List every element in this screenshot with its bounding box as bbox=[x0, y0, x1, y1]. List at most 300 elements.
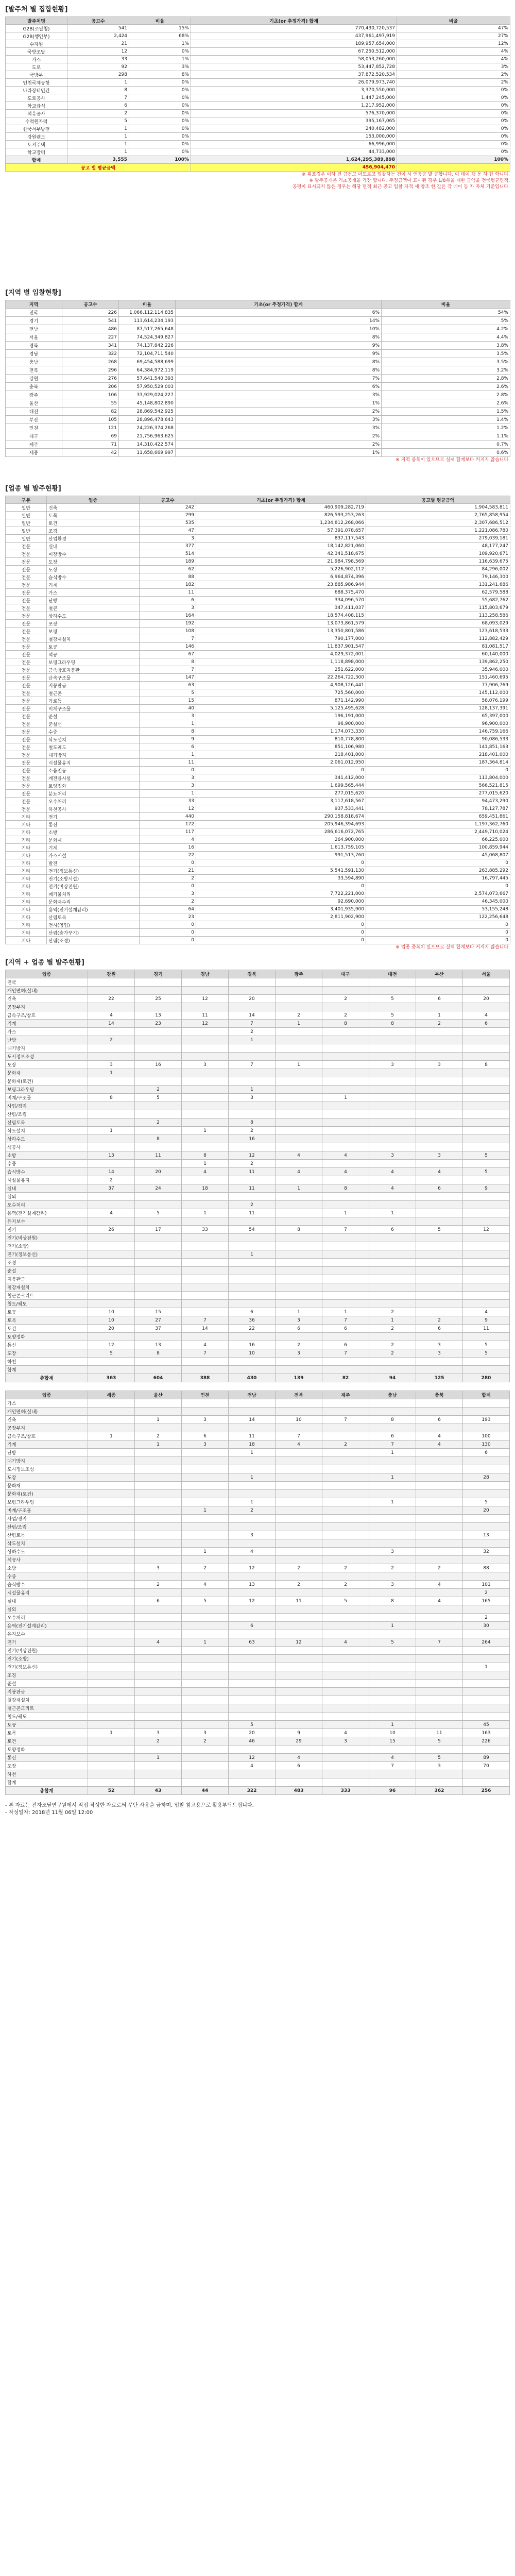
table-cell: 통신 bbox=[6, 1341, 88, 1349]
table-cell: 전문 bbox=[6, 697, 47, 705]
table-cell bbox=[182, 1086, 229, 1094]
table-row bbox=[6, 1680, 510, 1688]
table-row bbox=[6, 929, 510, 937]
table-row bbox=[6, 1663, 510, 1671]
table-cell bbox=[369, 1539, 416, 1548]
table-cell: 5 bbox=[322, 1597, 369, 1605]
table-cell bbox=[369, 1102, 416, 1110]
table-cell bbox=[322, 1176, 369, 1184]
table-cell: 7 bbox=[140, 635, 196, 643]
table-cell: 인천 bbox=[6, 424, 62, 432]
table-cell bbox=[276, 1713, 322, 1721]
table-cell bbox=[182, 978, 229, 987]
table-cell bbox=[322, 1523, 369, 1531]
table-cell: 12 bbox=[67, 48, 129, 56]
table-cell bbox=[88, 1292, 135, 1300]
table-cell: 3 bbox=[369, 1061, 416, 1069]
table-cell: 88 bbox=[463, 1564, 510, 1572]
table-cell: 2 bbox=[276, 1581, 322, 1589]
table-row bbox=[6, 1094, 510, 1102]
table-cell bbox=[276, 1539, 322, 1548]
table-cell: 12 bbox=[140, 805, 196, 813]
table-row bbox=[6, 666, 510, 674]
table-cell: 13,350,801,586 bbox=[196, 628, 366, 635]
table-cell: 27 bbox=[135, 1316, 182, 1325]
table-cell bbox=[276, 1053, 322, 1061]
table-cell bbox=[135, 978, 182, 987]
table-cell bbox=[463, 1044, 510, 1053]
table-cell bbox=[135, 1531, 182, 1539]
table-cell: 25 bbox=[135, 995, 182, 1003]
table-cell: 541 bbox=[62, 317, 119, 325]
table-cell bbox=[276, 1614, 322, 1622]
table-cell: 조경 bbox=[6, 1671, 88, 1680]
table-cell: 전문 bbox=[6, 597, 47, 604]
table-row bbox=[6, 1176, 510, 1184]
table-cell: 공고 별 평균금액 bbox=[6, 164, 191, 172]
table-cell bbox=[276, 1655, 322, 1663]
table-cell: 전문 bbox=[6, 682, 47, 689]
table-cell bbox=[276, 1745, 322, 1754]
table-cell bbox=[182, 1539, 229, 1548]
table-cell bbox=[416, 1176, 463, 1184]
table-cell: 6% bbox=[176, 309, 382, 317]
table-cell: 87,517,265,648 bbox=[119, 325, 176, 333]
table-cell: 소음진동 bbox=[47, 767, 140, 774]
table-row bbox=[6, 713, 510, 720]
table-cell bbox=[276, 1110, 322, 1118]
table-cell bbox=[322, 1465, 369, 1473]
table-cell bbox=[88, 1671, 135, 1680]
table-cell bbox=[182, 1473, 229, 1482]
table-cell: 수자원 bbox=[6, 40, 67, 48]
table-cell: 0% bbox=[397, 133, 510, 141]
table-cell bbox=[88, 1597, 135, 1605]
table-cell bbox=[322, 1003, 369, 1011]
table-cell: 8% bbox=[129, 71, 191, 79]
table-cell: 0% bbox=[129, 141, 191, 148]
table-cell bbox=[88, 1638, 135, 1647]
table-cell: 23 bbox=[135, 1020, 182, 1028]
table-cell bbox=[463, 1217, 510, 1226]
table-cell bbox=[88, 1630, 135, 1638]
table-cell bbox=[182, 1053, 229, 1061]
table-cell: 187,364,814 bbox=[366, 759, 510, 767]
table-cell: 42,341,518,675 bbox=[196, 550, 366, 558]
region-industry-table-2 bbox=[5, 1391, 510, 1795]
table-cell: 1 bbox=[67, 148, 129, 156]
table-cell: 62,579,588 bbox=[366, 589, 510, 597]
table-cell: 68,093,029 bbox=[366, 620, 510, 628]
table-cell: 341,412,000 bbox=[196, 774, 366, 782]
table-cell bbox=[229, 1003, 276, 1011]
table-cell bbox=[369, 1671, 416, 1680]
table-row bbox=[6, 759, 510, 767]
table-row bbox=[6, 449, 510, 457]
table-cell: 5 bbox=[67, 117, 129, 125]
table-cell: 3,370,550,000 bbox=[191, 87, 397, 94]
table-cell: 금속구조/창호 bbox=[6, 1011, 88, 1020]
table-cell: 347,411,037 bbox=[196, 604, 366, 612]
table-cell bbox=[135, 1614, 182, 1622]
table-cell: 3.5% bbox=[382, 350, 510, 358]
table-cell bbox=[88, 1754, 135, 1762]
table-cell: 경기 bbox=[135, 970, 182, 978]
table-cell bbox=[322, 1399, 369, 1408]
table-cell: 7 bbox=[322, 1226, 369, 1234]
table-cell: 12 bbox=[229, 1597, 276, 1605]
table-cell bbox=[369, 1589, 416, 1597]
table-cell bbox=[182, 1036, 229, 1044]
table-cell: 57,950,529,003 bbox=[119, 383, 176, 391]
table-cell: 2 bbox=[369, 1325, 416, 1333]
table-cell bbox=[416, 1209, 463, 1217]
table-row bbox=[6, 1647, 510, 1655]
table-cell bbox=[182, 1234, 229, 1242]
table-cell bbox=[463, 1234, 510, 1242]
table-cell: 6 bbox=[416, 1416, 463, 1424]
table-cell bbox=[276, 1358, 322, 1366]
table-cell: 비계/구조물 bbox=[6, 1506, 88, 1515]
table-cell: 2 bbox=[369, 1349, 416, 1358]
table-cell bbox=[88, 1721, 135, 1729]
table-cell bbox=[88, 1275, 135, 1283]
table-cell: 1 bbox=[88, 1127, 135, 1135]
table-cell: 4.4% bbox=[382, 333, 510, 342]
section-industry bbox=[5, 484, 510, 951]
table-cell bbox=[416, 1292, 463, 1300]
table-cell: 1 bbox=[322, 1094, 369, 1102]
table-row bbox=[6, 1325, 510, 1333]
table-cell bbox=[182, 1250, 229, 1259]
table-cell bbox=[322, 1556, 369, 1564]
table-cell bbox=[322, 1762, 369, 1770]
table-cell bbox=[416, 1094, 463, 1102]
table-cell bbox=[416, 1622, 463, 1630]
table-cell bbox=[369, 1490, 416, 1498]
table-cell: 264,900,000 bbox=[196, 836, 366, 844]
table-cell bbox=[135, 1408, 182, 1416]
table-cell bbox=[322, 1630, 369, 1638]
table-cell: 688,375,470 bbox=[196, 589, 366, 597]
table-cell: 68% bbox=[129, 32, 191, 40]
table-cell: 1,234,812,268,066 bbox=[196, 519, 366, 527]
table-cell: 4 bbox=[322, 1729, 369, 1737]
table-cell: 1 bbox=[229, 1250, 276, 1259]
average-row bbox=[6, 164, 510, 172]
table-cell: 3 bbox=[276, 1349, 322, 1358]
table-cell bbox=[416, 1242, 463, 1250]
table-cell: 전문 bbox=[6, 790, 47, 798]
table-cell: 334,096,570 bbox=[196, 597, 366, 604]
table-cell bbox=[135, 1160, 182, 1168]
table-cell: 용역(전기설계감리) bbox=[6, 1622, 88, 1630]
table-row bbox=[6, 573, 510, 581]
table-cell: 0 bbox=[366, 937, 510, 944]
table-cell bbox=[322, 1688, 369, 1696]
table-cell bbox=[322, 1102, 369, 1110]
table-cell: 6,964,874,396 bbox=[196, 573, 366, 581]
table-row bbox=[6, 1531, 510, 1539]
table-cell: 1,197,362,760 bbox=[366, 821, 510, 828]
table-cell bbox=[416, 1498, 463, 1506]
table-cell: 851,106,980 bbox=[196, 743, 366, 751]
table-cell: 토양정화 bbox=[6, 1745, 88, 1754]
table-cell: 2 bbox=[322, 995, 369, 1003]
table-cell: 3 bbox=[416, 1349, 463, 1358]
table-cell: G2B(조달청) bbox=[6, 25, 67, 32]
table-cell: 26,079,973,740 bbox=[191, 79, 397, 87]
table-cell bbox=[416, 1143, 463, 1151]
table-cell bbox=[416, 1556, 463, 1564]
table-cell bbox=[229, 978, 276, 987]
table-cell bbox=[276, 1250, 322, 1259]
table-cell bbox=[229, 1242, 276, 1250]
table-cell bbox=[463, 1399, 510, 1408]
table-row bbox=[6, 875, 510, 883]
table-cell bbox=[463, 1209, 510, 1217]
table-cell: 218,401,000 bbox=[196, 751, 366, 759]
table-cell: 2 bbox=[276, 1341, 322, 1349]
table-cell: 74,524,349,827 bbox=[119, 333, 176, 342]
table-cell: 건축 bbox=[47, 504, 140, 512]
table-cell: 12% bbox=[397, 40, 510, 48]
table-cell: 251,622,000 bbox=[196, 666, 366, 674]
table-cell bbox=[276, 1028, 322, 1036]
table-cell: 2,811,902,900 bbox=[196, 913, 366, 921]
table-row bbox=[6, 1300, 510, 1308]
table-cell bbox=[322, 1696, 369, 1704]
table-cell: 11 bbox=[276, 1597, 322, 1605]
table-cell: 3 bbox=[416, 1762, 463, 1770]
table-row bbox=[6, 1630, 510, 1638]
table-cell: 기계 bbox=[6, 1020, 88, 1028]
table-row bbox=[6, 859, 510, 867]
table-cell bbox=[463, 1515, 510, 1523]
table-cell bbox=[463, 1770, 510, 1778]
table-cell: 48,177,247 bbox=[366, 543, 510, 550]
table-cell: 전시(영업) bbox=[47, 921, 140, 929]
table-cell: 937,533,441 bbox=[196, 805, 366, 813]
table-row bbox=[6, 1539, 510, 1548]
table-cell: 전문 bbox=[6, 643, 47, 651]
table-cell: 개인면허(실내) bbox=[6, 987, 88, 995]
table-cell: 산림(조경) bbox=[47, 937, 140, 944]
table-cell bbox=[416, 1193, 463, 1201]
table-cell bbox=[88, 1539, 135, 1548]
table-cell: 철도궤도 bbox=[47, 743, 140, 751]
table-cell bbox=[322, 1267, 369, 1275]
table-cell bbox=[463, 1077, 510, 1086]
table-cell bbox=[88, 1745, 135, 1754]
table-cell: 준설 bbox=[47, 713, 140, 720]
table-cell: 울산 bbox=[135, 1391, 182, 1399]
table-cell: 0% bbox=[129, 79, 191, 87]
table-cell bbox=[463, 1242, 510, 1250]
table-cell: 871,142,990 bbox=[196, 697, 366, 705]
table-cell: 1 bbox=[182, 1209, 229, 1217]
table-cell: 264 bbox=[463, 1638, 510, 1647]
table-row bbox=[6, 1506, 510, 1515]
table-row bbox=[6, 1572, 510, 1581]
table-cell: 32 bbox=[463, 1548, 510, 1556]
table-cell: 6 bbox=[463, 1449, 510, 1457]
table-cell: 0 bbox=[140, 859, 196, 867]
table-row bbox=[6, 1110, 510, 1118]
table-cell: 3 bbox=[182, 1416, 229, 1424]
table-cell: 2 bbox=[140, 898, 196, 906]
table-cell: 20 bbox=[229, 1729, 276, 1737]
table-cell: 3.2% bbox=[382, 366, 510, 375]
table-cell: 9 bbox=[463, 1184, 510, 1193]
table-cell: 수중 bbox=[6, 1572, 88, 1581]
table-cell: 0 bbox=[196, 767, 366, 774]
orderer-table bbox=[5, 16, 510, 172]
table-cell bbox=[182, 1102, 229, 1110]
table-cell: 0 bbox=[140, 921, 196, 929]
table-row bbox=[6, 581, 510, 589]
table-cell bbox=[135, 1655, 182, 1663]
table-cell: 7 bbox=[182, 1316, 229, 1325]
table-cell bbox=[229, 1605, 276, 1614]
table-cell bbox=[88, 1135, 135, 1143]
table-cell: 139 bbox=[276, 1374, 322, 1382]
table-cell: 준설선 bbox=[47, 720, 140, 728]
table-cell: 116,639,675 bbox=[366, 558, 510, 566]
table-cell bbox=[229, 1267, 276, 1275]
table-cell: 1,624,295,389,898 bbox=[191, 156, 397, 164]
table-row bbox=[6, 79, 510, 87]
table-cell bbox=[369, 1680, 416, 1688]
table-cell: 0% bbox=[397, 141, 510, 148]
table-cell: 석공사 bbox=[6, 1556, 88, 1564]
table-cell: 유지보수 bbox=[6, 1630, 88, 1638]
table-cell: 대기방지 bbox=[6, 1457, 88, 1465]
table-row bbox=[6, 1490, 510, 1498]
table-cell bbox=[229, 1053, 276, 1061]
table-cell: 991,513,760 bbox=[196, 852, 366, 859]
table-cell: 산림토목 bbox=[6, 1531, 88, 1539]
table-cell bbox=[229, 1713, 276, 1721]
table-row bbox=[6, 558, 510, 566]
table-cell: 1,221,086,780 bbox=[366, 527, 510, 535]
table-cell: 보링 bbox=[47, 628, 140, 635]
table-cell: 포장 bbox=[6, 1349, 88, 1358]
table-cell: 기타 bbox=[6, 890, 47, 898]
table-cell bbox=[463, 1688, 510, 1696]
table-cell: 3 bbox=[276, 1316, 322, 1325]
total-row bbox=[6, 156, 510, 164]
table-cell bbox=[276, 1548, 322, 1556]
table-cell bbox=[88, 1490, 135, 1498]
table-cell: 대구 bbox=[322, 970, 369, 978]
table-cell: 3 bbox=[140, 774, 196, 782]
table-cell: 131,241,686 bbox=[366, 581, 510, 589]
table-cell: 전문 bbox=[6, 805, 47, 813]
table-cell bbox=[463, 978, 510, 987]
table-cell: 8 bbox=[140, 728, 196, 736]
table-cell: 67 bbox=[140, 651, 196, 658]
table-cell: 1.2% bbox=[382, 424, 510, 432]
table-cell: 363 bbox=[88, 1374, 135, 1382]
table-cell bbox=[276, 1086, 322, 1094]
table-cell: 23 bbox=[140, 913, 196, 921]
table-cell: 도로공사 bbox=[6, 94, 67, 102]
table-row bbox=[6, 1308, 510, 1316]
table-cell bbox=[182, 1300, 229, 1308]
table-row bbox=[6, 1077, 510, 1086]
table-cell bbox=[88, 1143, 135, 1151]
table-cell: 전기 bbox=[47, 813, 140, 821]
table-cell: 문화재수리 bbox=[47, 898, 140, 906]
table-cell bbox=[416, 1630, 463, 1638]
table-cell bbox=[276, 1176, 322, 1184]
table-cell: 철도/궤도 bbox=[6, 1713, 88, 1721]
table-cell: 대전 bbox=[369, 970, 416, 978]
table-cell bbox=[322, 1044, 369, 1053]
table-cell bbox=[135, 1515, 182, 1523]
table-cell bbox=[369, 1283, 416, 1292]
table-cell bbox=[416, 1688, 463, 1696]
table-cell: 12 bbox=[229, 1754, 276, 1762]
table-cell: 삭도설치 bbox=[6, 1539, 88, 1548]
table-cell bbox=[322, 1408, 369, 1416]
table-cell: 3 bbox=[416, 1061, 463, 1069]
table-cell bbox=[229, 1655, 276, 1663]
table-cell: 가스시설 bbox=[47, 852, 140, 859]
table-cell: 토목 bbox=[6, 1729, 88, 1737]
table-cell: 8% bbox=[176, 333, 382, 342]
table-row bbox=[6, 1523, 510, 1531]
table-cell bbox=[276, 1473, 322, 1482]
table-cell bbox=[463, 1408, 510, 1416]
table-cell bbox=[322, 1053, 369, 1061]
table-cell: 미장방수 bbox=[47, 550, 140, 558]
table-cell: 2 bbox=[229, 1201, 276, 1209]
table-cell: 발전 bbox=[47, 859, 140, 867]
table-cell: 113,258,586 bbox=[366, 612, 510, 620]
table-cell: 2 bbox=[135, 1432, 182, 1440]
table-cell bbox=[322, 1110, 369, 1118]
table-row bbox=[6, 535, 510, 543]
table-cell: 6 bbox=[276, 1325, 322, 1333]
table-cell: 철강재설치 bbox=[6, 1283, 88, 1292]
table-row bbox=[6, 1713, 510, 1721]
table-cell: 128,137,391 bbox=[366, 705, 510, 713]
table-cell bbox=[276, 1399, 322, 1408]
table-cell: 4 bbox=[369, 1184, 416, 1193]
table-row bbox=[6, 148, 510, 156]
table-cell bbox=[322, 1201, 369, 1209]
table-cell bbox=[229, 1704, 276, 1713]
table-cell bbox=[416, 1605, 463, 1614]
table-cell bbox=[416, 1399, 463, 1408]
table-cell: 84,296,002 bbox=[366, 566, 510, 573]
table-cell: 4 bbox=[416, 1168, 463, 1176]
table-cell: 3,555 bbox=[67, 156, 129, 164]
table-cell: 1 bbox=[140, 790, 196, 798]
col-header: 기초(or 추정가격) 합계 bbox=[176, 300, 382, 309]
table-row bbox=[6, 1069, 510, 1077]
table-cell bbox=[276, 1696, 322, 1704]
table-cell: 강원 bbox=[88, 970, 135, 978]
col-header: 공고수 bbox=[62, 300, 119, 309]
table-cell: 100% bbox=[397, 156, 510, 164]
table-cell: 경기 bbox=[6, 317, 62, 325]
table-cell: 2,574,073,667 bbox=[366, 890, 510, 898]
table-cell bbox=[229, 1630, 276, 1638]
table-cell: 통신 bbox=[47, 821, 140, 828]
